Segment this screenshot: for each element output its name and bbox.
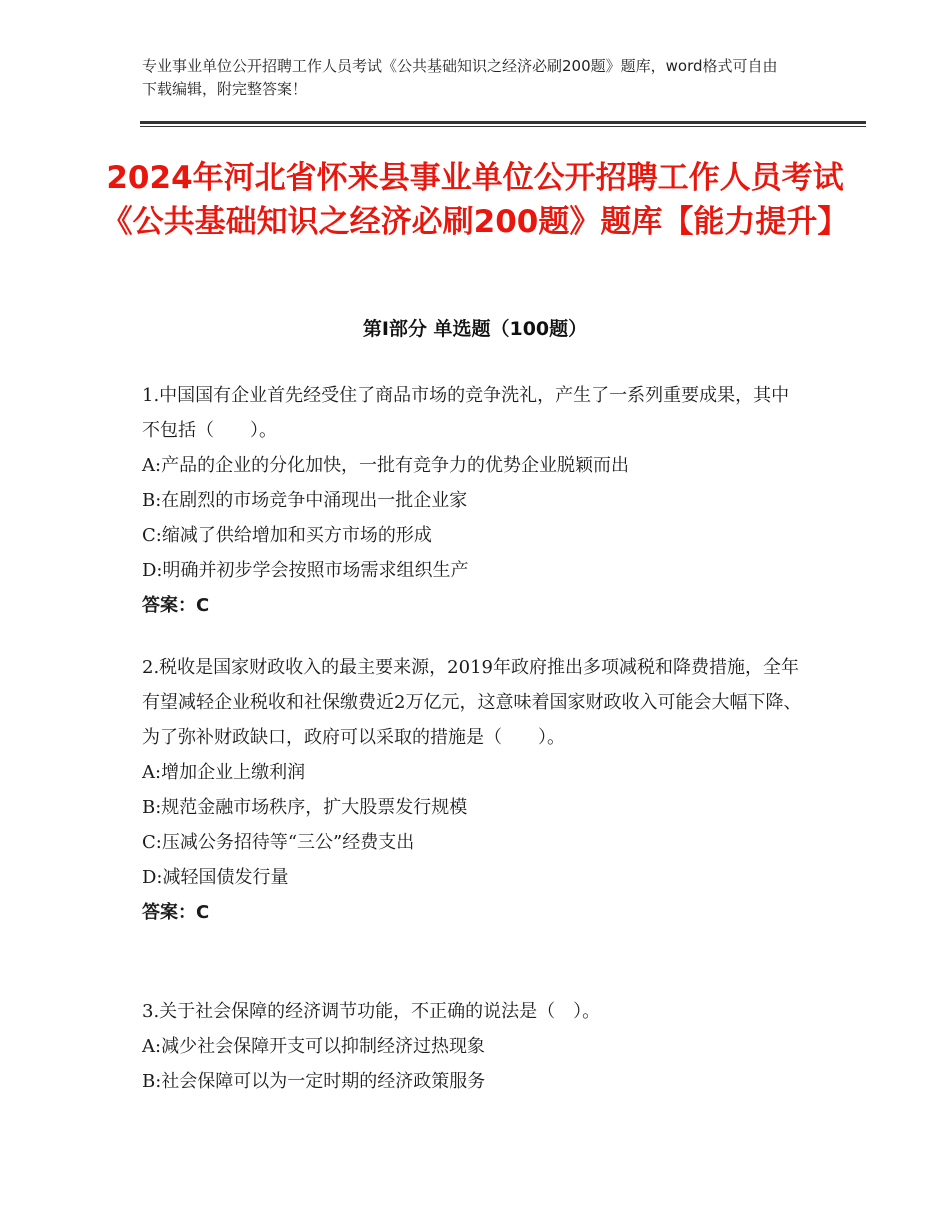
section-heading: 第Ⅰ部分 单选题（100题）	[362, 318, 588, 340]
question-stem: 3.关于社会保障的经济调节功能，不正确的说法是（ ）。	[142, 1001, 601, 1022]
option-d: D:减轻国债发行量	[142, 867, 289, 888]
option-b: B:规范金融市场秩序，扩大股票发行规模	[142, 797, 468, 818]
question-3	[142, 994, 802, 1099]
answer: 答案：C	[142, 595, 210, 616]
option-c: C:缩减了供给增加和买方市场的形成	[142, 525, 432, 546]
option-d: D:明确并初步学会按照市场需求组织生产	[142, 560, 469, 581]
option-a: A:减少社会保障开支可以抑制经济过热现象	[142, 1036, 486, 1057]
header-rule-thick	[140, 121, 866, 124]
question-2	[142, 650, 802, 930]
question-stem: 2.税收是国家财政收入的最主要来源，2019年政府推出多项减税和降费措施，全年有望减轻企业税收和社保缴费近2万亿元，这意味着国家财政收入可能会大幅下降、为了弥补财政缺口，政府可以采取的措施是（ ）。	[142, 657, 802, 748]
option-c: C:压减公务招待等“三公”经费支出	[142, 832, 415, 853]
document-title: 2024年河北省怀来县事业单位公开招聘工作人员考试《公共基础知识之经济必刷200题》题库【能力提升】	[101, 160, 849, 240]
header-note: 专业事业单位公开招聘工作人员考试《公共基础知识之经济必刷200题》题库，word格式可自由下载编辑，附完整答案！	[142, 57, 778, 98]
option-a: A:产品的企业的分化加快，一批有竞争力的优势企业脱颖而出	[142, 455, 630, 476]
option-b: B:社会保障可以为一定时期的经济政策服务	[142, 1071, 486, 1092]
option-b: B:在剧烈的市场竞争中涌现出一批企业家	[142, 490, 468, 511]
answer: 答案：C	[142, 902, 210, 923]
header-rule-thin	[140, 126, 866, 127]
question-stem: 1.中国国有企业首先经受住了商品市场的竞争洗礼，产生了一系列重要成果，其中不包括（ ）。	[142, 385, 790, 441]
option-a: A:增加企业上缴利润	[142, 762, 306, 783]
question-1	[142, 378, 802, 623]
